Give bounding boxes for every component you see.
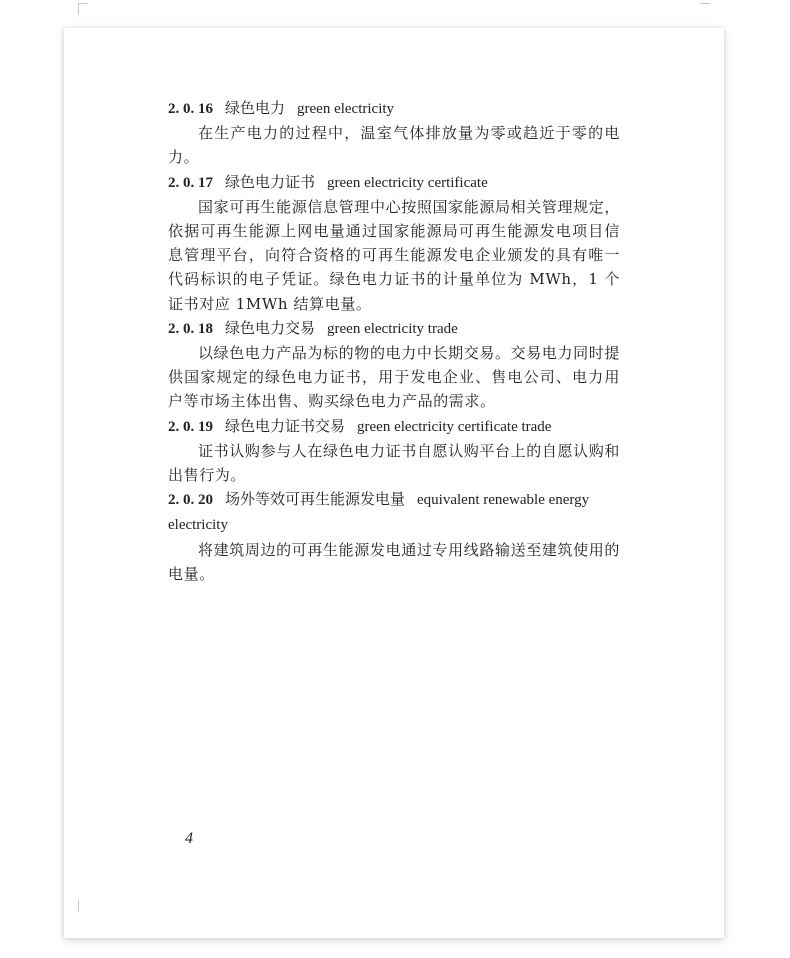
term-definition: 在生产电力的过程中，温室气体排放量为零或趋近于零的电力。 (168, 124, 620, 167)
term-number: 2. 0. 16 (168, 101, 213, 117)
term-english: green electricity trade (327, 320, 458, 337)
term-english: green electricity certificate trade (357, 418, 552, 435)
glossary-entry-2-0-17 (168, 170, 620, 316)
term-definition: 将建筑周边的可再生能源发电通过专用线路输送至建筑使用的电量。 (168, 540, 620, 583)
term-heading (168, 487, 620, 537)
crop-mark-top-right-h (700, 3, 710, 4)
term-chinese: 绿色电力 (225, 99, 286, 117)
glossary-content (168, 96, 620, 586)
term-heading (168, 96, 620, 121)
term-chinese: 绿色电力证书 (225, 172, 316, 191)
term-number: 2. 0. 20 (168, 492, 213, 509)
term-definition: 国家可再生能源信息管理中心按照国家能源局相关管理规定，依据可再生能源上网电量通过国家能源局可再生能源发电项目信息管理平台，向符合资格的可再生能源发电企业颁发的具有唯一代码标识的电子凭证。绿色电力证书的计量单位为 MWh，1 个证书对应 1MWh 结算电量。 (168, 197, 620, 313)
crop-mark-top-left-v (78, 3, 79, 15)
term-english: green electricity (297, 101, 395, 117)
glossary-entry-2-0-16 (168, 96, 620, 170)
crop-mark-top-left-h (78, 3, 88, 4)
term-number: 2. 0. 17 (168, 174, 213, 191)
glossary-entry-2-0-18 (168, 316, 620, 414)
term-heading (168, 316, 620, 341)
page-number: 4 (185, 830, 193, 847)
term-english: equivalent renewable energy electricity (168, 492, 590, 534)
glossary-entry-2-0-19 (168, 414, 620, 488)
term-definition: 以绿色电力产品为标的物的电力中长期交易。交易电力同时提供国家规定的绿色电力证书，用于发电企业、售电公司、电力用户等市场主体出售、购买绿色电力产品的需求。 (168, 344, 620, 411)
term-definition: 证书认购参与人在绿色电力证书自愿认购平台上的自愿认购和出售行为。 (168, 441, 620, 485)
term-english: green electricity certificate (327, 174, 488, 191)
term-number: 2. 0. 18 (168, 320, 213, 337)
term-heading (168, 170, 620, 195)
term-heading (168, 414, 620, 439)
term-chinese: 绿色电力证书交易 (225, 416, 346, 435)
term-chinese: 绿色电力交易 (225, 318, 316, 337)
glossary-entry-2-0-20 (168, 487, 620, 586)
term-number: 2. 0. 19 (168, 418, 213, 435)
term-chinese: 场外等效可再生能源发电量 (225, 490, 406, 509)
crop-mark-bottom-left-v (78, 900, 79, 912)
